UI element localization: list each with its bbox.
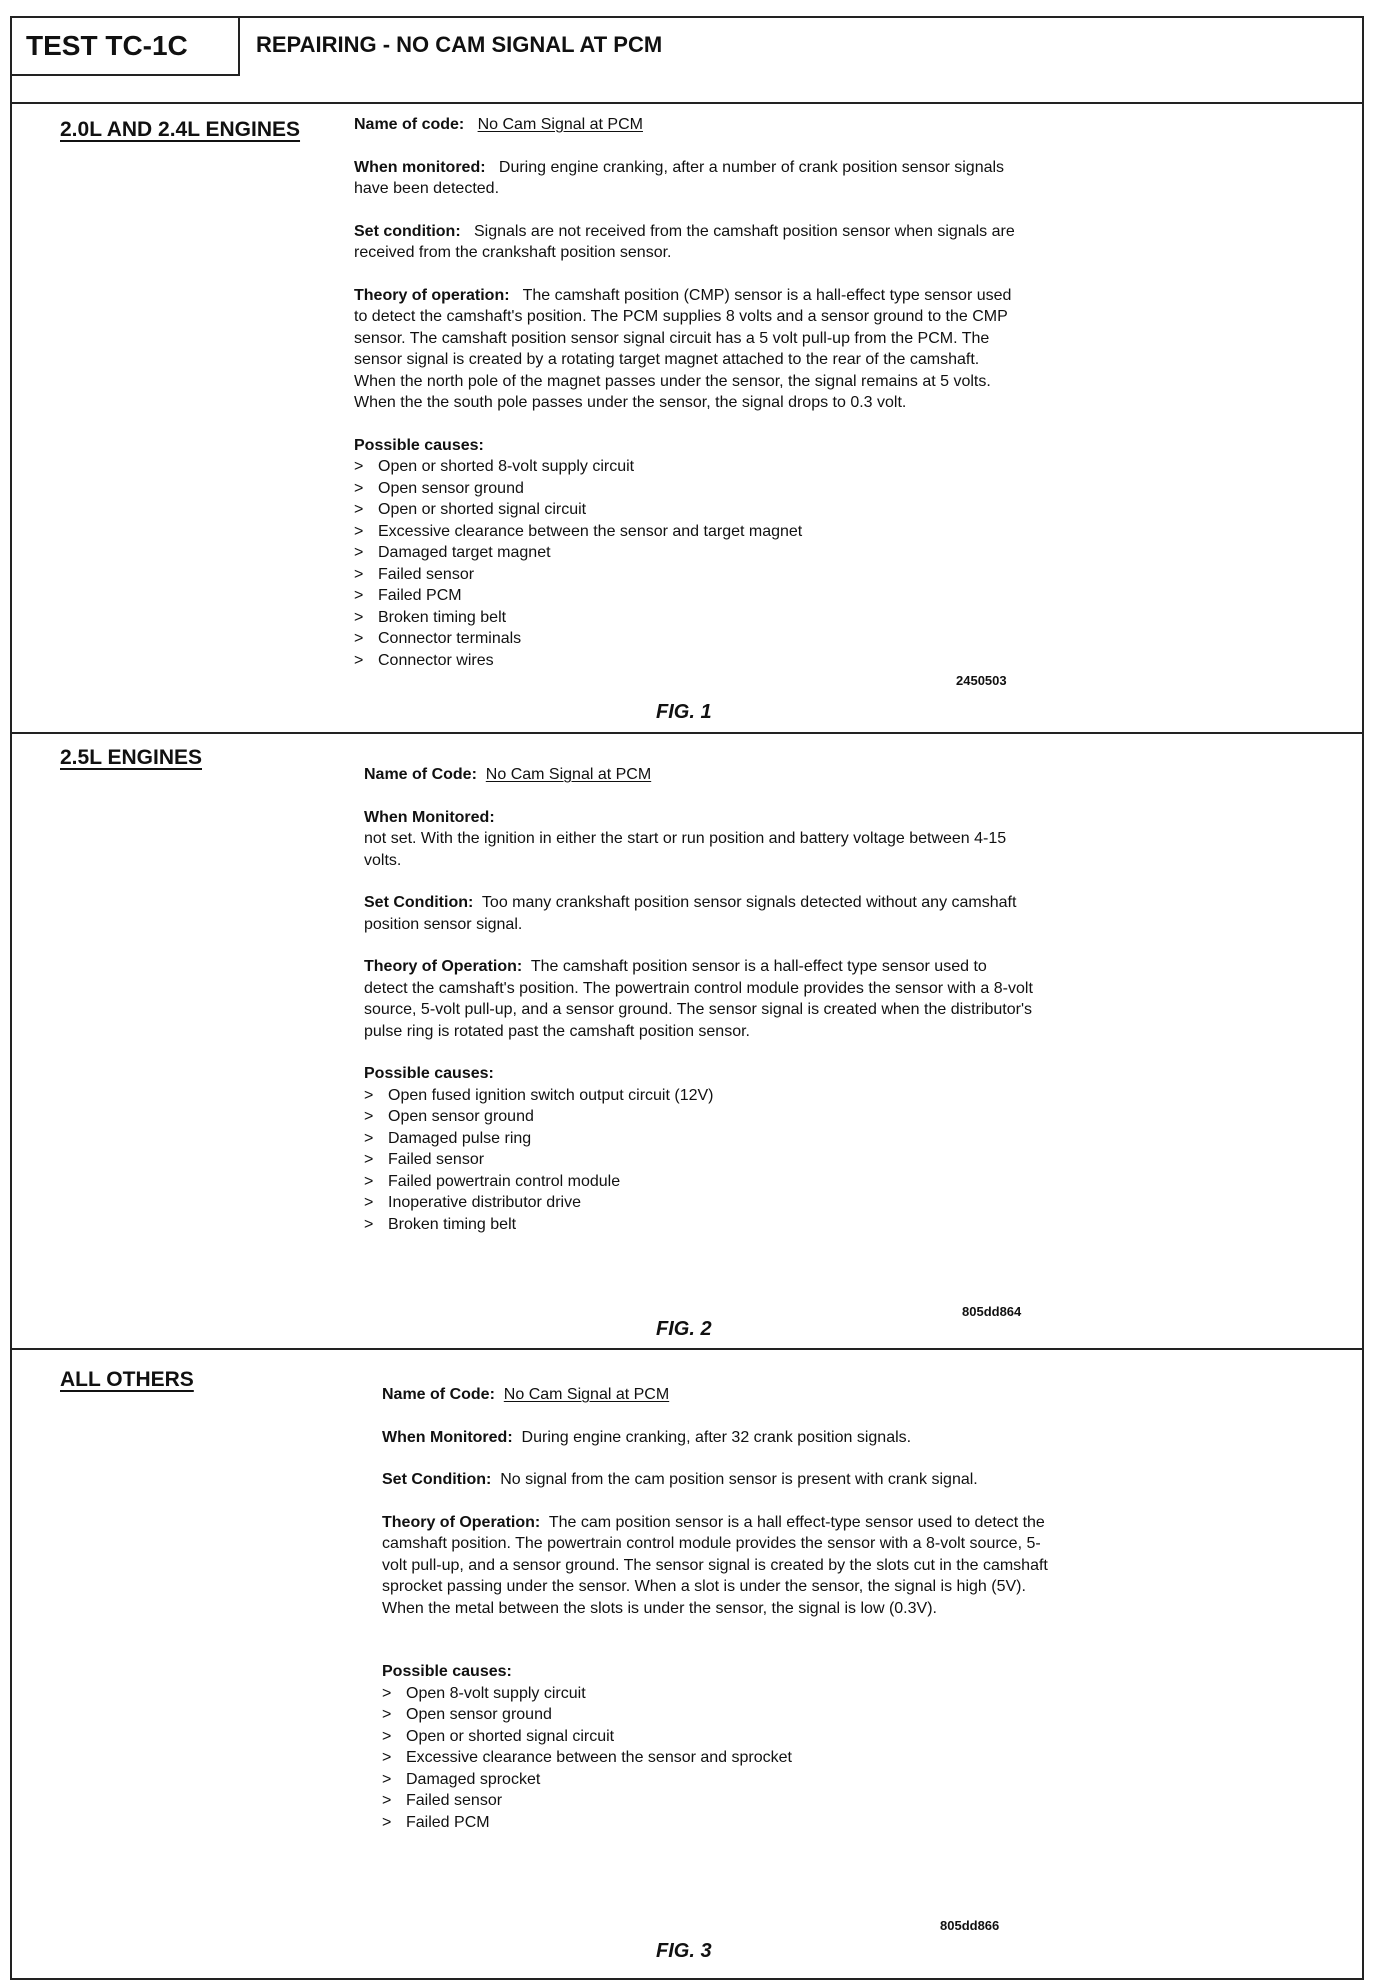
section-2-monitored-text: not set. With the ignition in either the start or run position and battery voltage between 4-15 volts.	[364, 830, 1007, 869]
cause-text: Failed sensor	[406, 1792, 503, 1809]
cause-item	[382, 1790, 1052, 1812]
theory-label: Theory of Operation:	[364, 958, 523, 975]
theory-label: Theory of Operation:	[382, 1513, 541, 1531]
cause-text: Broken timing belt	[378, 608, 507, 626]
cause-text: Open sensor ground	[378, 479, 524, 497]
cause-item	[354, 628, 1024, 650]
bullet-marker: >	[364, 1172, 374, 1190]
section-2-monitored-label: When Monitored:	[364, 808, 495, 826]
cause-text: Excessive clearance between the sensor and target magnet	[378, 522, 803, 540]
section-2-theory	[364, 956, 1034, 1042]
set-text: Signals are not received from the camshaft position sensor when signals are received from the crankshaft position sensor.	[354, 222, 1015, 261]
cause-item	[364, 1171, 1034, 1193]
bullet-marker: >	[354, 458, 364, 475]
cause-item	[364, 1192, 1034, 1214]
cause-text: Connector wires	[378, 651, 494, 669]
bullet-marker: >	[382, 1706, 392, 1723]
bullet-marker: >	[382, 1749, 392, 1766]
cause-text: Failed sensor	[388, 1151, 485, 1168]
cause-text: Failed PCM	[406, 1813, 490, 1831]
cause-text: Excessive clearance between the sensor and sprocket	[406, 1749, 792, 1766]
cause-item	[364, 1106, 1034, 1128]
theory-text: The camshaft position sensor is a hall-effect type sensor used to detect the camshaft's position. The powertrain control module provides the sensor with a 8-volt source, 5-volt pull-up, and a sensor ground. The sensor signal is created when the distributor's pulse ring is rotated past the camshaft position sensor.	[364, 958, 1033, 1040]
theory-label: Theory of operation:	[354, 286, 510, 304]
section-1-causes-list	[354, 456, 1024, 671]
cause-text: Open sensor ground	[406, 1706, 552, 1723]
monitored-text: During engine cranking, after a number of crank position sensor signals have been detected.	[354, 158, 1005, 197]
section-2-heading: 2.5L ENGINES	[60, 746, 202, 769]
section-3-heading: ALL OTHERS	[60, 1368, 194, 1391]
bullet-marker: >	[354, 587, 364, 604]
bullet-marker: >	[354, 565, 364, 583]
theory-text: The camshaft position (CMP) sensor is a hall-effect type sensor used to detect the camshaft's position. The PCM supplies 8 volts and a sensor ground to the CMP sensor. The camshaft position sensor signal circuit has a 5 volt pull-up from the PCM. The sensor signal is created by a rotating target magnet attached to the rear of the camshaft. When the north pole of the magnet passes under the sensor, the signal remains at 5 volts. When the the south pole passes under the sensor, the signal drops to 0.3 volt.	[354, 286, 1012, 411]
cause-text: Open or shorted 8-volt supply circuit	[378, 458, 635, 475]
section-2-body	[364, 764, 1034, 1235]
section-3-causes-label: Possible causes:	[382, 1663, 512, 1680]
test-id: TEST TC-1C	[26, 30, 188, 61]
section-1-causes-label: Possible causes:	[354, 436, 484, 454]
cause-item	[354, 456, 1024, 478]
name-label: Name of Code:	[364, 766, 477, 783]
bullet-marker: >	[382, 1813, 392, 1831]
set-text: Too many crankshaft position sensor signals detected without any camshaft position sensor signal.	[364, 894, 1017, 933]
cause-text: Open sensor ground	[388, 1108, 534, 1125]
section-1-body	[354, 114, 1024, 671]
cause-item	[354, 585, 1024, 607]
theory-text: The cam position sensor is a hall effect-type sensor used to detect the camshaft position. The powertrain control module provides the sensor with a 8-volt source, 5-volt pull-up, and a sensor ground. The sensor signal is created by the slots cut in the camshaft sprocket passing under the sensor. When a slot is under the sensor, the signal is high (5V). When the metal between the slots is under the sensor, the signal is low (0.3V).	[382, 1513, 1048, 1617]
bullet-marker: >	[364, 1194, 374, 1211]
bullet-marker: >	[382, 1792, 392, 1809]
cause-item	[354, 521, 1024, 543]
bullet-marker: >	[364, 1086, 374, 1104]
name-value: No Cam Signal at PCM	[485, 766, 652, 783]
monitored-label: When Monitored:	[382, 1428, 513, 1446]
header-divider	[12, 102, 1362, 104]
cause-text: Failed PCM	[378, 587, 462, 604]
cause-text: Connector terminals	[378, 630, 522, 647]
cause-text: Inoperative distributor drive	[388, 1194, 581, 1211]
cause-item	[382, 1747, 1052, 1769]
bullet-marker: >	[354, 522, 364, 540]
section-2-causes-list	[364, 1085, 1034, 1236]
section-3-theory	[382, 1512, 1052, 1620]
cause-item	[382, 1704, 1052, 1726]
cause-item	[354, 499, 1024, 521]
section-2-figure-label: FIG. 2	[656, 1318, 712, 1340]
set-label: Set Condition:	[364, 894, 474, 911]
section-divider-1	[12, 732, 1362, 734]
section-3-body	[382, 1384, 1052, 1833]
bullet-marker: >	[354, 630, 364, 647]
cause-text: Damaged sprocket	[406, 1770, 541, 1788]
monitored-label: When monitored:	[354, 158, 486, 176]
monitored-text: During engine cranking, after 32 crank position signals.	[521, 1428, 912, 1446]
cause-text: Failed sensor	[378, 565, 475, 583]
name-value: No Cam Signal at PCM	[503, 1386, 670, 1403]
cause-text: Open or shorted signal circuit	[406, 1727, 615, 1745]
section-3-figure-label: FIG. 3	[656, 1940, 712, 1962]
cause-text: Damaged pulse ring	[388, 1129, 532, 1147]
name-value: No Cam Signal at PCM	[477, 116, 643, 133]
section-1-when-monitored	[354, 157, 1024, 200]
section-2-figure-code: 805dd864	[962, 1304, 1022, 1319]
section-2-set-condition	[364, 892, 1034, 935]
page-title: REPAIRING - NO CAM SIGNAL AT PCM	[256, 32, 663, 57]
set-label: Set Condition:	[382, 1471, 492, 1488]
cause-text: Open fused ignition switch output circuit (12V)	[388, 1086, 714, 1104]
cause-text: Damaged target magnet	[378, 544, 551, 561]
section-3-name-of-code	[382, 1384, 1052, 1406]
cause-item	[354, 650, 1024, 672]
name-label: Name of code:	[354, 116, 465, 133]
set-label: Set condition:	[354, 222, 461, 240]
bullet-marker: >	[364, 1215, 374, 1233]
section-1-set-condition	[354, 221, 1024, 264]
bullet-marker: >	[382, 1770, 392, 1788]
section-1-theory	[354, 285, 1024, 414]
cause-item	[364, 1128, 1034, 1150]
name-label: Name of Code:	[382, 1386, 495, 1403]
test-id-box	[12, 18, 240, 76]
cause-text: Failed powertrain control module	[388, 1172, 621, 1190]
cause-item	[382, 1683, 1052, 1705]
cause-item	[382, 1812, 1052, 1834]
section-3-causes-list	[382, 1683, 1052, 1834]
section-2-causes-label: Possible causes:	[364, 1065, 494, 1082]
section-3-set-condition	[382, 1469, 1052, 1491]
cause-item	[364, 1085, 1034, 1107]
cause-item	[354, 564, 1024, 586]
cause-item	[382, 1769, 1052, 1791]
bullet-marker: >	[354, 501, 364, 518]
bullet-marker: >	[382, 1684, 392, 1702]
cause-text: Open or shorted signal circuit	[378, 501, 587, 518]
bullet-marker: >	[364, 1151, 374, 1168]
section-1-figure-label: FIG. 1	[656, 701, 712, 723]
section-2-name-of-code	[364, 764, 1034, 786]
cause-item	[354, 478, 1024, 500]
bullet-marker: >	[354, 651, 364, 669]
bullet-marker: >	[364, 1129, 374, 1147]
bullet-marker: >	[354, 608, 364, 626]
cause-item	[382, 1726, 1052, 1748]
cause-item	[354, 542, 1024, 564]
bullet-marker: >	[354, 544, 364, 561]
section-divider-2	[12, 1348, 1362, 1350]
section-1-heading: 2.0L AND 2.4L ENGINES	[60, 118, 301, 141]
bullet-marker: >	[354, 479, 364, 497]
cause-item	[364, 1149, 1034, 1171]
cause-item	[354, 607, 1024, 629]
set-text: No signal from the cam position sensor is present with crank signal.	[500, 1471, 978, 1488]
section-3-when-monitored	[382, 1427, 1052, 1449]
page-frame	[10, 16, 1364, 1980]
section-1-figure-code: 2450503	[956, 673, 1007, 688]
bullet-marker: >	[382, 1727, 392, 1745]
cause-text: Open 8-volt supply circuit	[406, 1684, 586, 1702]
section-1-name-of-code	[354, 114, 1024, 136]
bullet-marker: >	[364, 1108, 374, 1125]
cause-item	[364, 1214, 1034, 1236]
cause-text: Broken timing belt	[388, 1215, 517, 1233]
section-3-figure-code: 805dd866	[940, 1918, 1000, 1933]
